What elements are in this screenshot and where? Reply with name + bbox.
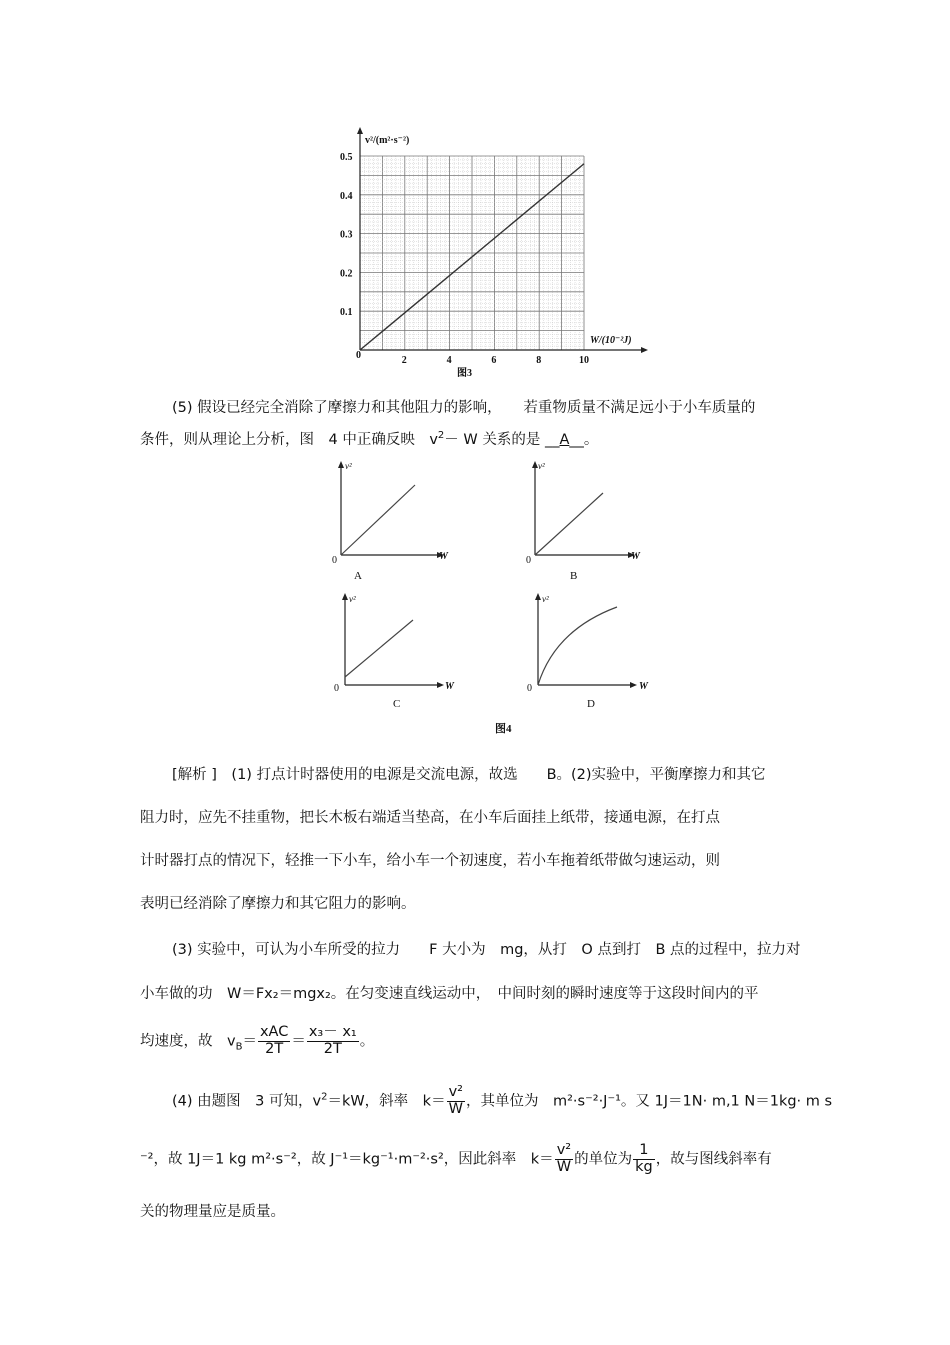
frac-den: 2T bbox=[323, 1040, 342, 1057]
y-tick-label: 0.5 bbox=[340, 152, 353, 163]
y-axis-label: v²/(m²·s⁻²) bbox=[365, 135, 410, 146]
p2-text-post: 。 bbox=[359, 1033, 375, 1050]
fraction-v2-w bbox=[447, 1085, 465, 1118]
y-tick-label: 0.2 bbox=[340, 268, 353, 280]
fraction-1-kg bbox=[633, 1143, 655, 1176]
p3-line2-pre: ⁻²，故 1J＝1 kg m²·s⁻²，故 J⁻¹＝kg⁻¹·m⁻²·s²，因此斜率 k＝ bbox=[140, 1151, 554, 1168]
analysis-p1-line-2: 阻力时，应先不挂重物，把长木板右端适当垫高，在小车后面挂上纸带，接通电源，在打点 bbox=[140, 810, 720, 826]
x-tick-label: 2 bbox=[401, 355, 407, 366]
fraction-v2-w-2 bbox=[555, 1143, 573, 1176]
analysis-p3-line-1 bbox=[172, 1085, 832, 1118]
panel-b-ylabel: v² bbox=[538, 461, 545, 471]
x-tick-label: 8 bbox=[536, 355, 542, 366]
figure-4-panels bbox=[325, 455, 665, 740]
q5-text-post: __。 bbox=[569, 432, 599, 448]
fraction-x3-x1-2t bbox=[307, 1025, 359, 1058]
origin-label: 0 bbox=[356, 350, 361, 361]
analysis-p1-line-3: 计时器打点的情况下，轻推一下小车，给小车一个初速度，若小车拖着纸带做匀速运动，则 bbox=[140, 853, 720, 869]
p2-eq: ＝ bbox=[242, 1033, 257, 1050]
p3-line2-post: ，故与图线斜率有 bbox=[655, 1151, 772, 1168]
panel-b-origin: 0 bbox=[526, 555, 531, 566]
analysis-p1-line-1: [解析 ] (1) 打点计时器使用的电源是交流电源，故选 B。(2)实验中，平衡摩擦力和其它 bbox=[172, 767, 766, 783]
figure-3-caption: 图3 bbox=[457, 368, 472, 379]
figure-3-chart bbox=[330, 125, 650, 385]
panel-c-ylabel: v² bbox=[349, 594, 356, 604]
y-tick-label: 0.1 bbox=[340, 307, 353, 319]
q5-superscript: 2 bbox=[437, 430, 445, 442]
frac-den: W bbox=[448, 1100, 463, 1117]
p3-text-pre: (4) 由题图 3 可知，v bbox=[172, 1093, 322, 1110]
panel-d-ylabel: v² bbox=[542, 594, 549, 604]
panel-c-xlabel: W bbox=[445, 681, 454, 692]
panel-b-xlabel: W bbox=[631, 551, 640, 562]
analysis-p3-line-3: 关的物理量应是质量。 bbox=[140, 1204, 285, 1220]
chart-grid bbox=[360, 156, 584, 350]
analysis-p3-line-2 bbox=[140, 1143, 772, 1176]
panel-c-origin: 0 bbox=[334, 683, 339, 694]
question-5-line-2 bbox=[140, 428, 598, 449]
panel-b-curve bbox=[535, 493, 603, 555]
frac-den: kg bbox=[635, 1158, 653, 1175]
p2-eq-2: ＝ bbox=[291, 1033, 306, 1050]
panel-c bbox=[334, 593, 455, 710]
panel-a-label: A bbox=[354, 570, 362, 582]
y-axis-arrow bbox=[357, 127, 363, 134]
x-tick-label: 4 bbox=[446, 355, 452, 366]
panel-a-curve bbox=[341, 485, 415, 555]
y-tick-label: 0.4 bbox=[340, 190, 353, 202]
q5-answer: A bbox=[559, 432, 570, 448]
panel-a-ylabel: v² bbox=[345, 461, 352, 471]
panel-b-label: B bbox=[570, 570, 578, 582]
frac-den: W bbox=[556, 1158, 572, 1175]
panel-d-origin: 0 bbox=[527, 683, 532, 694]
chart-ticks bbox=[340, 152, 589, 366]
x-tick-label: 10 bbox=[579, 355, 589, 366]
q5-text-pre: 条件，则从理论上分析，图 4 中正确反映 v bbox=[140, 432, 438, 448]
frac-num: x₃－ x₁ bbox=[308, 1024, 357, 1040]
figure-4-caption: 图4 bbox=[495, 723, 512, 735]
panel-a-origin: 0 bbox=[332, 555, 337, 566]
analysis-p2-line-2: 小车做的功 W＝Fx₂＝mgx₂。在匀变速直线运动中， 中间时刻的瞬时速度等于这段时间内的平 bbox=[140, 986, 759, 1002]
p2-subscript: B bbox=[235, 1041, 243, 1053]
panel-c-label: C bbox=[393, 698, 401, 710]
panel-d-xlabel: W bbox=[639, 681, 648, 692]
p2-text-pre: 均速度，故 v bbox=[140, 1033, 236, 1050]
question-5-line-1: (5) 假设已经完全消除了摩擦力和其他阻力的影响， 若重物质量不满足远小于小车质量的 bbox=[172, 400, 756, 416]
p3-text-post: ，其单位为 m²·s⁻²·J⁻¹。又 1J＝1N· m,1 N＝1kg· m s bbox=[466, 1093, 833, 1110]
q5-text-mid: － W 关系的是 __ bbox=[444, 432, 560, 448]
x-tick-label: 6 bbox=[491, 355, 497, 366]
frac-den: 2T bbox=[265, 1040, 284, 1057]
y-tick-label: 0.3 bbox=[340, 229, 353, 241]
panel-a-xlabel: W bbox=[439, 551, 448, 562]
panel-b bbox=[526, 461, 641, 582]
p3-superscript: 2 bbox=[321, 1091, 328, 1103]
panel-c-curve bbox=[345, 620, 413, 677]
analysis-p2-line-3 bbox=[140, 1025, 374, 1058]
fraction-xac-2t bbox=[258, 1025, 290, 1058]
p3-text-mid: ＝kW，斜率 k＝ bbox=[327, 1093, 446, 1110]
frac-num: v² bbox=[556, 1142, 572, 1158]
analysis-p1-line-4: 表明已经消除了摩擦力和其它阻力的影响。 bbox=[140, 896, 416, 912]
panel-d-label: D bbox=[587, 698, 595, 710]
panel-a bbox=[332, 461, 449, 582]
panel-d bbox=[527, 593, 649, 710]
x-axis-label: W/(10⁻²J) bbox=[590, 335, 632, 346]
frac-num: xAC bbox=[259, 1024, 289, 1040]
p3-line2-mid: 的单位为 bbox=[574, 1151, 633, 1168]
panel-d-curve bbox=[538, 607, 617, 685]
frac-num: 1 bbox=[633, 1143, 655, 1160]
frac-num: v² bbox=[448, 1084, 463, 1100]
analysis-p2-line-1: (3) 实验中，可认为小车所受的拉力 F 大小为 mg，从打 O 点到打 B 点的过程中，拉力对 bbox=[172, 942, 801, 958]
x-axis-arrow bbox=[641, 347, 648, 353]
